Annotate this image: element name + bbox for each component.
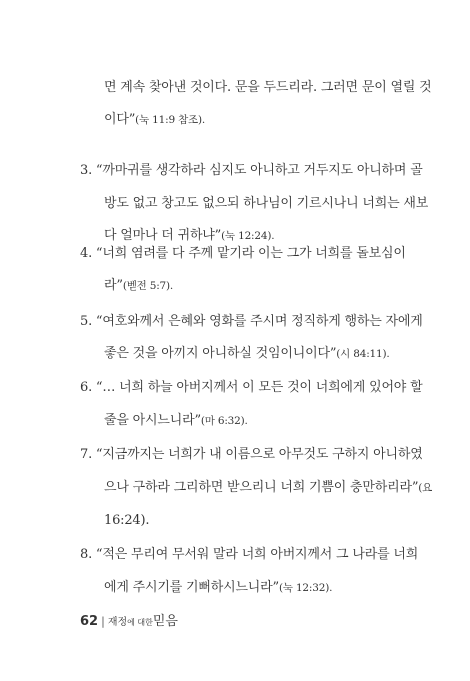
list-item-7-line: 16:24). <box>104 513 150 528</box>
text-line: 이다”(눅 11:9 참조). <box>104 112 205 127</box>
book-title-part: 믿음 <box>152 614 178 629</box>
page-footer <box>80 613 178 631</box>
book-title-part: 재정 <box>107 617 128 628</box>
footer-separator: | <box>101 615 105 628</box>
list-item-5-line: 5. “여호와께서 은혜와 영화를 주시며 정직하게 행하는 자에게 <box>80 314 423 329</box>
list-item-6-line: 줄을 아시느니라”(마 6:32). <box>104 413 248 428</box>
page-number: 62 <box>80 614 99 629</box>
list-item-7-line: 으나 구하라 그리하면 받으리니 너희 기쁨이 충만하리라”(요 <box>104 480 433 495</box>
list-item-3-line: 3. “까마귀를 생각하라 심지도 아니하고 거두지도 아니하며 골 <box>80 163 423 178</box>
text-line: 면 계속 찾아낸 것이다. 문을 두드리라. 그러면 문이 열릴 것 <box>104 80 432 95</box>
list-item-6-line: 6. “… 너희 하늘 아버지께서 이 모든 것이 너희에게 있어야 할 <box>80 380 423 395</box>
list-item-4-line: 라”(벧전 5:7). <box>104 278 174 293</box>
list-item-3-line: 다 얼마나 더 귀하냐”(눅 12:24). <box>104 228 275 243</box>
list-item-3-line: 방도 없고 창고도 없으되 하나님이 기르시나니 너희는 새보 <box>104 196 429 211</box>
list-item-7-line: 7. “지금까지는 너희가 내 이름으로 아무것도 구하지 아니하였 <box>80 447 423 462</box>
book-title-part: 에 대한 <box>127 618 153 627</box>
list-item-8-line: 8. “적은 무리여 무서워 말라 너희 아버지께서 그 나라를 너희 <box>80 547 419 562</box>
list-item-5-line: 좋은 것을 아끼지 아니하실 것임이니이다”(시 84:11). <box>104 346 390 361</box>
list-item-4-line: 4. “너희 염려를 다 주께 맡기라 이는 그가 너희를 돌보심이 <box>80 246 406 261</box>
list-item-8-line: 에게 주시기를 기뻐하시느니라”(눅 12:32). <box>104 580 333 595</box>
